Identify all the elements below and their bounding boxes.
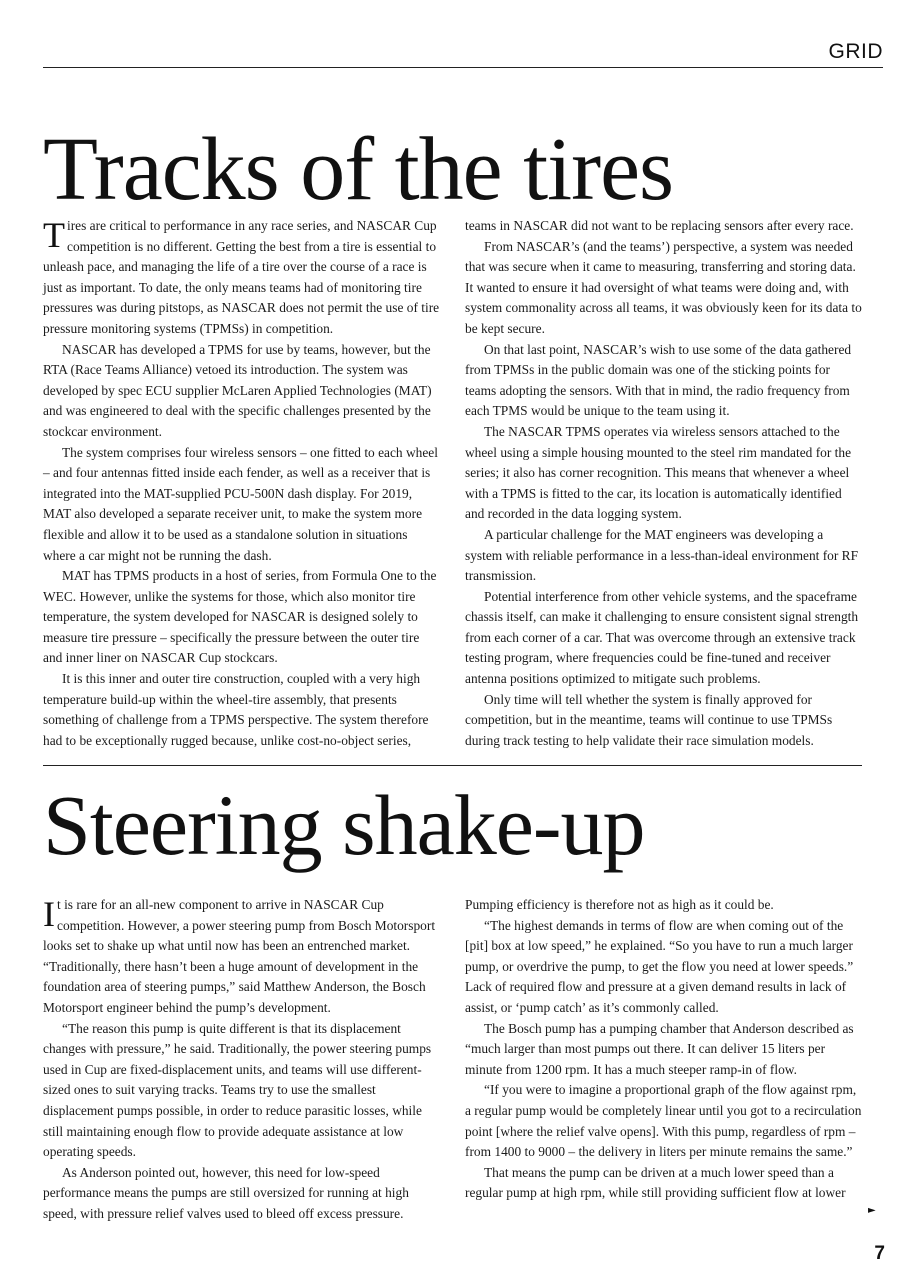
- article2-paragraph: The Bosch pump has a pumping chamber that Anderson described as “much larger than most pumps out there. It can deliver 15 liters per minute from 1200 rpm. It has a much steeper ramp-in of flow.: [465, 1020, 854, 1077]
- article2-left-column: [43, 895, 440, 1225]
- continue-arrow-icon: ►: [868, 1205, 876, 1216]
- article2-paragraph: That means the pump can be driven at a much lower speed than a regular pump at high rpm, while still providing sufficient flow at lower: [465, 1164, 846, 1201]
- article2-paragraph: “The reason this pump is quite different is that its displacement changes with pressure,” he said. Traditionally, the power steering pumps used in Cup are fixed-displacement units, and teams will use different-sized ones to suit varying tracks. Teams try to use the smallest displacement pumps possible, in order to reduce parasitic losses, while still maintaining enough flow to provide adequate assistance at low operating speeds.: [43, 1020, 432, 1160]
- header-rule: [43, 67, 883, 68]
- article1-paragraph: teams in NASCAR did not want to be replacing sensors after every race.: [465, 218, 854, 233]
- article2-paragraph: Pumping efficiency is therefore not as high as it could be.: [465, 897, 774, 912]
- article1-right-column: [465, 216, 862, 751]
- article1-paragraph: A particular challenge for the MAT engineers was developing a system with reliable performance in a less-than-ideal environment for RF transmission.: [465, 526, 859, 584]
- article2-right-column: [465, 895, 862, 1204]
- article1-paragraph: On that last point, NASCAR’s wish to use some of the data gathered from TPMSs in the public domain was one of the sticking points for teams adopting the sensors. With that in mind, the radio frequency from each TPMS would be unique to the team using it.: [465, 341, 852, 419]
- article1-paragraph: The NASCAR TPMS operates via wireless sensors attached to the wheel using a simple housing mounted to the steel rim mandated for the series; it also has corner recognition. This means that whenever a wheel with a TPMS is fitted to the car, its location is automatically identified and recorded in the data logging system.: [465, 423, 852, 522]
- article1-paragraph: Tires are critical to performance in any race series, and NASCAR Cup competition is no different. Getting the best from a tire is essential to unleash pace, and managing the life of a tire over the course of a race is just as important. To date, the only means teams had of monitoring tire pressures was during pitstops, as NASCAR does not permit the use of tire pressure monitoring systems (TPMSs) in competition.: [43, 215, 440, 336]
- article2-paragraph: It is rare for an all-new component to arrive in NASCAR Cup competition. However, a power steering pump from Bosch Motorsport looks set to shake up what until now has been an entrenched market. “Traditionally, there hasn’t been a huge amount of development in the foundation area of steering pumps,” said Matthew Anderson, the Bosch Motorsport engineer behind the pump’s development.: [43, 894, 436, 1015]
- article-title-tracks: Tracks of the tires: [43, 120, 674, 219]
- article1-paragraph: Only time will tell whether the system is finally approved for competition, but in the meantime, teams will continue to use TPMSs during track testing to help validate their race simulation models.: [465, 691, 833, 748]
- drop-cap: T: [43, 215, 65, 255]
- drop-cap: I: [43, 894, 55, 934]
- article1-paragraph: MAT has TPMS products in a host of series, from Formula One to the WEC. However, unlike the systems for those, which also monitor tire temperature, the system developed for NASCAR is designed solely to measure tire pressure – specifically the pressure between the outer tire and inner liner on NASCAR Cup stockcars.: [43, 568, 437, 666]
- article2-paragraph: “If you were to imagine a proportional graph of the flow against rpm, a regular pump would be completely linear until you got to a recirculation point [where the relief valve opens]. With this pump, regardless of rpm – from 1400 to 9000 – the delivery in liters per minute remains the same.”: [465, 1082, 862, 1160]
- article1-left-column: [43, 216, 440, 751]
- article1-paragraph: Potential interference from other vehicle systems, and the spaceframe chassis itself, can make it challenging to ensure consistent signal strength from each corner of a car. That was overcome through an extensive track testing program, where frequencies could be fine-tuned and receiver antenna positions optimized to mitigate such problems.: [465, 588, 859, 687]
- article-title-steering: Steering shake-up: [43, 777, 645, 873]
- article1-paragraph: The system comprises four wireless sensors – one fitted to each wheel – and four antennas fitted inside each fender, as well as a receiver that is integrated into the MAT-supplied PCU-500N dash display. For 2019, MAT also developed a separate receiver unit, to make the system more flexible and allow it to be used as a standalone solution in situations where a car might not be running the dash.: [43, 444, 438, 563]
- article1-paragraph: From NASCAR’s (and the teams’) perspective, a system was needed that was secure when it came to measuring, transferring and storing data. It wanted to ensure it had oversight of what teams were doing and, with system commonality across all teams, it was obviously keen for its data to be kept secure.: [465, 238, 862, 336]
- section-label: GRID: [828, 40, 883, 63]
- article2-paragraph: As Anderson pointed out, however, this need for low-speed performance means the pumps are still oversized for running at high speed, with pressure relief valves used to bleed off excess pressure.: [43, 1164, 409, 1221]
- article1-paragraph: It is this inner and outer tire construction, coupled with a very high temperature build-up within the wheel-tire assembly, that presents something of challenge from a TPMS perspective. The system therefore had to be exceptionally rugged because, unlike cost-no-object series,: [43, 671, 429, 748]
- article2-paragraph: “The highest demands in terms of flow are when coming out of the [pit] box at low speed,” he explained. “So you have to run a much larger pump, or overdrive the pump, to get the flow you need at lower speeds.” Lack of required flow and pressure at a given demand results in lack of assist, or ‘pump catch’ as it’s commonly called.: [465, 917, 854, 1015]
- page-number: 7: [874, 1243, 885, 1264]
- section-divider: [43, 765, 862, 766]
- article1-paragraph: NASCAR has developed a TPMS for use by teams, however, but the RTA (Race Teams Alliance) vetoed its introduction. The system was developed by spec ECU supplier McLaren Applied Technologies (MAT) and was engineered to deal with the specific challenges presented by the stockcar environment.: [43, 341, 432, 439]
